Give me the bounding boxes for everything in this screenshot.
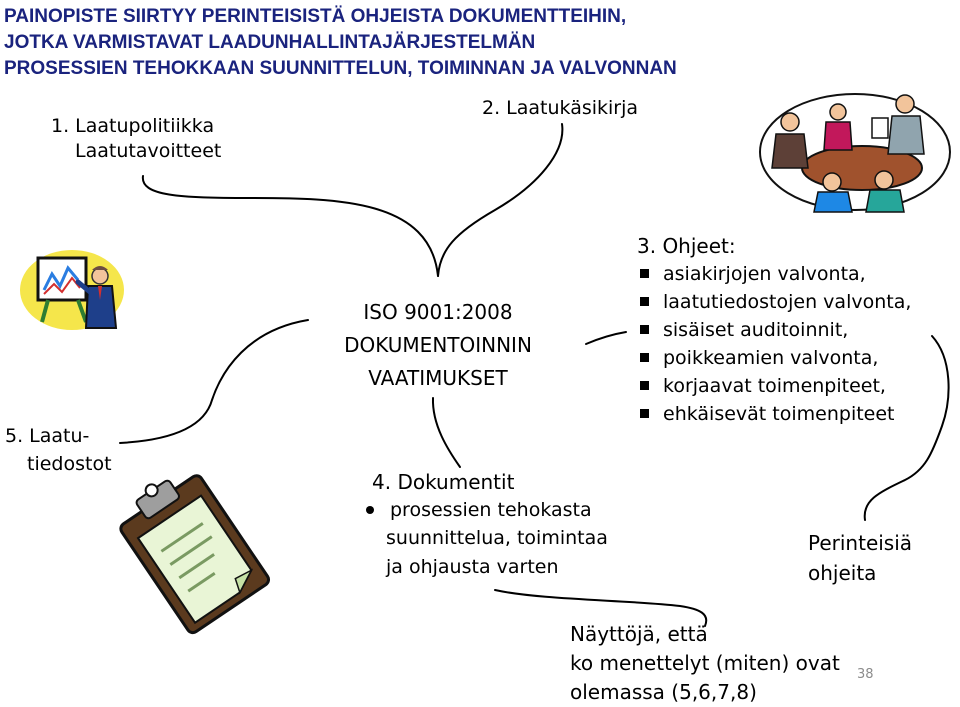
clipboard-clipart bbox=[108, 459, 270, 635]
connector-node2 bbox=[438, 124, 562, 276]
list-item: laatutiedostojen valvonta, bbox=[637, 288, 911, 316]
dokumentit-line3: ja ohjausta varten bbox=[386, 556, 559, 578]
list-item: ehkäisevät toimenpiteet bbox=[637, 400, 911, 428]
list-item: sisäiset auditoinnit, bbox=[637, 316, 911, 344]
meeting-clipart bbox=[760, 94, 950, 212]
square-bullet-icon bbox=[640, 297, 649, 306]
slide-title-line2: JOTKA VARMISTAVAT LAADUNHALLINTAJÄRJESTELMÄN bbox=[4, 32, 536, 53]
node-dokumentit bbox=[366, 468, 608, 582]
node-ohjeet-heading: 3. Ohjeet: bbox=[637, 234, 736, 258]
square-bullet-icon bbox=[640, 409, 649, 418]
dokumentit-line2: suunnittelua, toimintaa bbox=[386, 527, 608, 549]
center-node-line2: DOKUMENTOINNIN bbox=[344, 333, 532, 357]
square-bullet-icon bbox=[640, 269, 649, 278]
node-dokumentit-heading: 4. Dokumentit bbox=[372, 470, 515, 494]
center-node bbox=[322, 296, 554, 395]
center-node-line3: VAATIMUKSET bbox=[368, 366, 508, 390]
node-laatupolitiikka-line1: 1. Laatupolitiikka bbox=[51, 115, 215, 137]
connector-node1 bbox=[143, 176, 438, 276]
slide-title-line3: PROSESSIEN TEHOKKAAN SUUNNITTELUN, TOIMINNAN JA VALVONNAN bbox=[4, 58, 677, 79]
node-laatupolitiikka-line2: Laatutavoitteet bbox=[75, 140, 222, 162]
list-item: asiakirjojen valvonta, bbox=[637, 260, 911, 288]
ohjeet-list bbox=[637, 260, 911, 428]
connector-node5 bbox=[120, 320, 308, 443]
node-ohjeet bbox=[637, 232, 911, 428]
nayttoja-label: Näyttöjä, että ko menettelyt (miten) ovat olemassa (5,6,7,8) bbox=[570, 622, 840, 704]
square-bullet-icon bbox=[640, 381, 649, 390]
square-bullet-icon bbox=[640, 325, 649, 334]
connector-node3 bbox=[586, 332, 626, 344]
page-number: 38 bbox=[857, 667, 874, 682]
connector-node4 bbox=[433, 398, 460, 467]
square-bullet-icon bbox=[640, 353, 649, 362]
list-item: poikkeamien valvonta, bbox=[637, 344, 911, 372]
slide-title bbox=[4, 4, 677, 82]
node-laatupolitiikka bbox=[51, 114, 221, 164]
node-laatukasikirja: 2. Laatukäsikirja bbox=[482, 97, 639, 119]
round-bullet-icon bbox=[366, 506, 374, 514]
list-item: korjaavat toimenpiteet, bbox=[637, 372, 911, 400]
node-laatutiedostot-line2: tiedostot bbox=[27, 453, 112, 475]
presenter-clipart bbox=[20, 250, 124, 330]
node-laatutiedostot bbox=[5, 422, 112, 478]
dokumentit-bullet: prosessien tehokasta bbox=[366, 496, 608, 524]
perinteisia-ohjeita-label: Perinteisiä ohjeita bbox=[808, 531, 913, 585]
center-node-line1: ISO 9001:2008 bbox=[363, 300, 513, 324]
slide-title-line1: PAINOPISTE SIIRTYY PERINTEISISTÄ OHJEISTA DOKUMENTTEIHIN, bbox=[4, 6, 627, 27]
node-laatutiedostot-line1: 5. Laatu- bbox=[5, 425, 90, 447]
